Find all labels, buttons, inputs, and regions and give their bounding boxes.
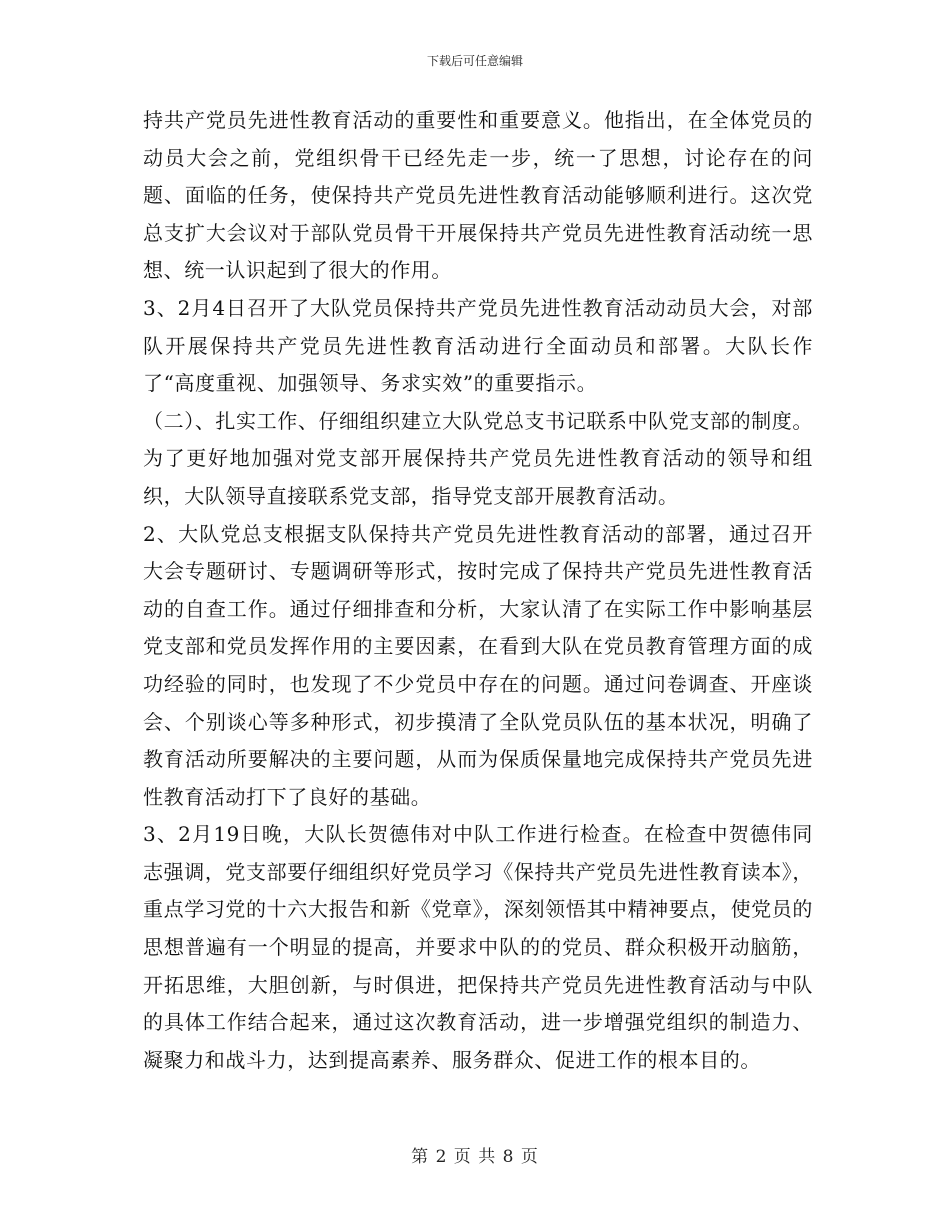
page-header: 下载后可任意编辑 (426, 54, 523, 68)
paragraph-3: （二）、扎实工作、仔细组织建立大队党总支书记联系中队党支部的制度。为了更好地加强对党支部开展保持共产党员先进性教育活动的领导和组织，大队领导直接联系党支部，指导党支部开展教育活动。 (143, 408, 813, 508)
page-footer: 第 2 页 共 8 页 (411, 1147, 539, 1167)
paragraph-5: 3、2月19日晚，大队长贺德伟对中队工作进行检查。在检查中贺德伟同志强调，党支部要仔细组织好党员学习《保持共产党员先进性教育读本》，重点学习党的十六大报告和新《党章》，深刻领悟其中精神要点，使党员的思想普遍有一个明显的提高，并要求中队的的党员、群众积极开动脑筋，开拓思维，大胆创新，与时俱进，把保持共产党员先进性教育活动与中队的具体工作结合起来，通过这次教育活动，进一步增强党组织的制造力、凝聚力和战斗力，达到提高素养、服务群众、促进工作的根本目的。 (143, 822, 813, 1072)
paragraph-4: 2、大队党总支根据支队保持共产党员先进性教育活动的部署，通过召开大会专题研讨、专题调研等形式，按时完成了保持共产党员先进性教育活动的自查工作。通过仔细排查和分析，大家认清了在实际工作中影响基层党支部和党员发挥作用的主要因素，在看到大队在党员教育管理方面的成功经验的同时，也发现了不少党员中存在的问题。通过问卷调查、开座谈会、个别谈心等多种形式，初步摸清了全队党员队伍的基本状况，明确了教育活动所要解决的主要问题，从而为保质保量地完成保持共产党员先进性教育活动打下了良好的基础。 (143, 521, 813, 809)
paragraph-2: 3、2月4日召开了大队党员保持共产党员先进性教育活动动员大会，对部队开展保持共产党员先进性教育活动进行全面动员和部署。大队长作了“高度重视、加强领导、务求实效”的重要指示。 (143, 295, 813, 396)
document-body (143, 102, 813, 1079)
paragraph-1: 持共产党员先进性教育活动的重要性和重要意义。他指出，在全体党员的动员大会之前，党组织骨干已经先走一步，统一了思想，讨论存在的问题、面临的任务，使保持共产党员先进性教育活动能够顺利进行。这次党总支扩大会议对于部队党员骨干开展保持共产党员先进性教育活动统一思想、统一认识起到了很大的作用。 (143, 108, 813, 283)
